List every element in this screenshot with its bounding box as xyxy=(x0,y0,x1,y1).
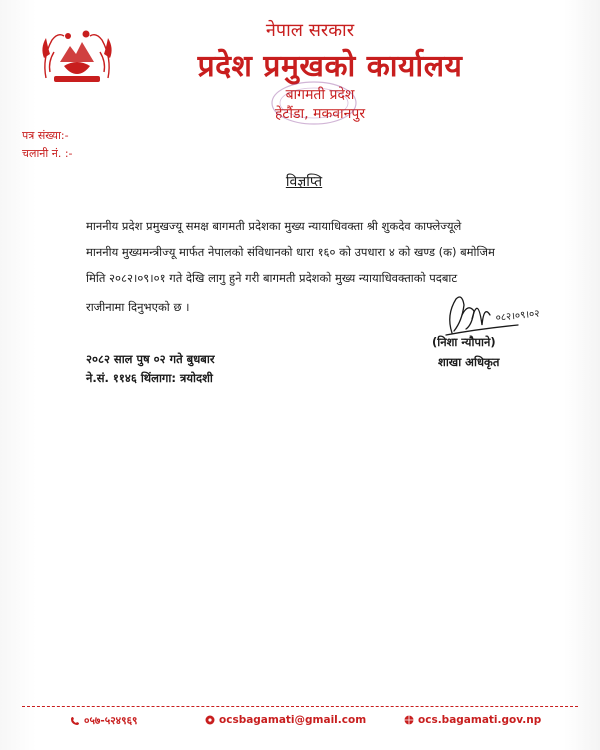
letter-number-label: पत्र संख्या:- xyxy=(22,129,69,142)
globe-icon xyxy=(404,715,414,725)
dispatch-number-label: चलानी नं. :- xyxy=(22,147,73,160)
signatory-name: (निशा न्यौपाने) xyxy=(432,335,496,349)
email-icon xyxy=(205,715,215,725)
footer-website[interactable] xyxy=(404,714,541,726)
email-text[interactable]: ocsbagamati@gmail.com xyxy=(219,714,367,726)
website-text[interactable]: ocs.bagamati.gov.np xyxy=(418,714,542,726)
province-name: बागमती प्रदेश xyxy=(285,87,355,103)
office-seal-stamp xyxy=(268,78,360,128)
footer-contacts xyxy=(0,714,600,734)
notice-title-text: विज्ञप्ति xyxy=(285,174,323,190)
government-name: नेपाल सरकार xyxy=(265,20,355,41)
phone-text: ०५७-५२४९६९ xyxy=(84,715,138,727)
headquarters-name: हेटौंडा, मकवानपुर xyxy=(274,106,366,122)
notice-title xyxy=(0,172,600,191)
phone-icon xyxy=(70,716,80,726)
notice-body-line: माननीय प्रदेश प्रमुखज्यू समक्ष बागमती प्रदेशका मुख्य न्यायाधिवक्ता श्री शुकदेव काफ्लेज्यूले xyxy=(86,219,462,233)
footer-divider xyxy=(22,706,578,707)
nepal-sambat-date: ने.सं. ११४६ थिंलागा: त्रयोदशी xyxy=(86,371,213,385)
svg-text:०८२।०९।०२: ०८२।०९।०२ xyxy=(495,308,541,324)
notice-body-line: माननीय मुख्यमन्त्रीज्यू मार्फत नेपालको संविधानको धारा १६० को उपधारा ४ को खण्ड (क) बमोजिम xyxy=(86,245,495,259)
footer-phone xyxy=(70,714,138,728)
signatory-designation: शाखा अधिकृत xyxy=(438,355,500,369)
notice-body-line: मिति २०८२।०९।०१ गते देखि लागु हुने गरी बागमती प्रदेशको मुख्य न्यायाधिवक्ताको पदबाट xyxy=(86,271,458,285)
notice-body-line: राजीनामा दिनुभएको छ । xyxy=(86,300,190,314)
footer-email[interactable] xyxy=(205,714,366,726)
office-name: प्रदेश प्रमुखको कार्यालय xyxy=(197,49,463,84)
bs-date: २०८२ साल पुष ०२ गते बुधबार xyxy=(86,352,215,366)
